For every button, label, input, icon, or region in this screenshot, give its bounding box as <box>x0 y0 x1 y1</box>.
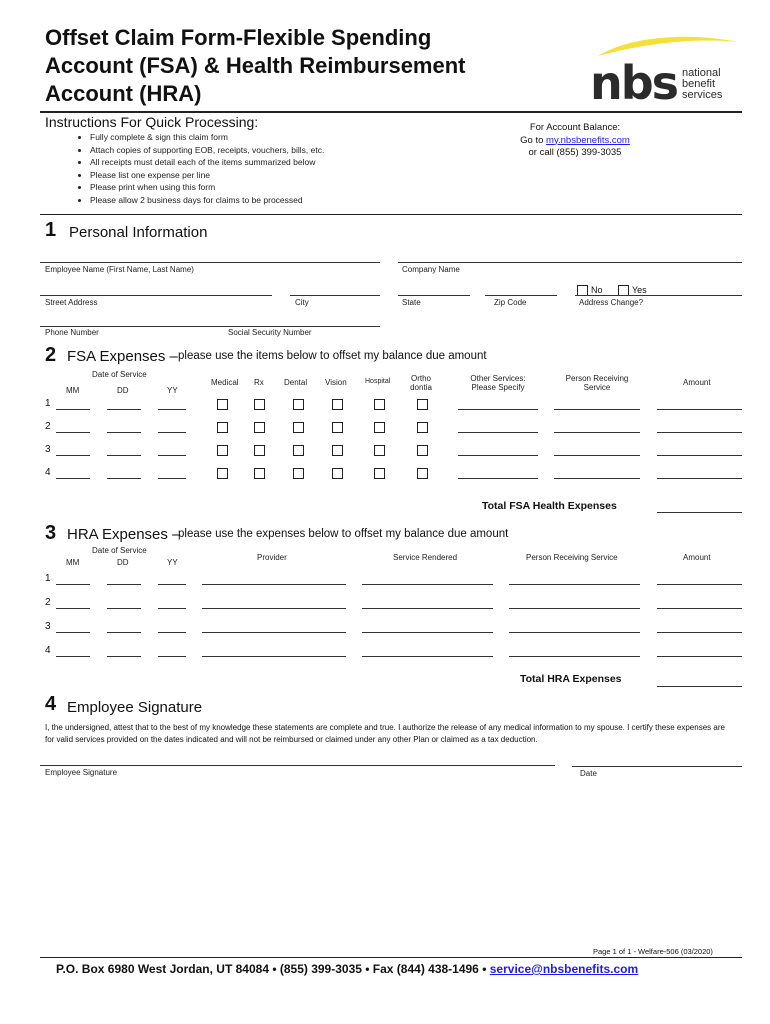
person-receiving-field[interactable] <box>509 608 640 609</box>
person-receiving-label: Person Receiving Service <box>565 374 629 392</box>
header-divider <box>40 111 742 113</box>
list-item: • All receipts must detail each of the items summarized below <box>90 156 510 169</box>
yy-label: YY <box>167 558 178 567</box>
dd-field[interactable] <box>107 608 141 609</box>
mm-label: MM <box>66 558 80 567</box>
yy-field[interactable] <box>158 608 186 609</box>
yy-field[interactable] <box>158 455 186 456</box>
date-of-service-label: Date of Service <box>92 546 147 555</box>
amount-field[interactable] <box>657 409 742 410</box>
state-field[interactable] <box>398 295 470 296</box>
zip-code-field[interactable] <box>485 295 557 296</box>
ssn-field[interactable] <box>225 326 380 327</box>
yy-field[interactable] <box>158 632 186 633</box>
section-number: 4 <box>45 693 57 715</box>
dental-label: Dental <box>284 378 308 387</box>
date-label: Date <box>580 769 597 778</box>
footer-divider <box>40 957 742 958</box>
expense-type-checkbox[interactable] <box>332 468 343 479</box>
list-item: • Fully complete & sign this claim form <box>90 131 510 144</box>
provider-field[interactable] <box>202 608 346 609</box>
account-balance-box <box>490 122 660 160</box>
amount-field[interactable] <box>657 455 742 456</box>
orthodontia-label: Ortho dontia <box>410 374 432 392</box>
expense-type-checkbox[interactable] <box>417 445 428 456</box>
other-services-label: Other Services: Please Specify <box>470 374 526 392</box>
state-label: State <box>402 298 421 307</box>
section-number: 1 <box>45 219 57 241</box>
phone-number-field[interactable] <box>40 326 232 327</box>
date-of-service-label: Date of Service <box>92 370 147 379</box>
section-title: Personal Information <box>69 224 208 241</box>
expense-type-checkbox[interactable] <box>332 399 343 410</box>
dd-field[interactable] <box>107 478 141 479</box>
expense-type-checkbox[interactable] <box>417 468 428 479</box>
expense-type-checkbox[interactable] <box>332 445 343 456</box>
balance-goto: Go to my.nbsbenefits.com <box>520 134 630 146</box>
expense-type-checkbox[interactable] <box>417 399 428 410</box>
company-name-field[interactable] <box>398 262 742 263</box>
mm-field[interactable] <box>56 656 90 657</box>
section-title: HRA Expenses – <box>67 526 181 543</box>
dd-field[interactable] <box>107 584 141 585</box>
section-title: FSA Expenses – <box>67 348 178 365</box>
expense-type-checkbox[interactable] <box>254 468 265 479</box>
section-number: 2 <box>45 344 57 366</box>
logo-text: nbs <box>590 56 678 110</box>
yes-label: Yes <box>632 285 647 295</box>
amount-label: Amount <box>683 553 711 562</box>
total-hra-field[interactable] <box>657 686 742 687</box>
other-services-field[interactable] <box>458 409 538 410</box>
date-field[interactable] <box>572 766 742 767</box>
yy-field[interactable] <box>158 478 186 479</box>
expense-type-checkbox[interactable] <box>374 468 385 479</box>
nbs-logo <box>590 34 740 110</box>
logo-subtext: national benefit services <box>682 67 723 101</box>
city-label: City <box>295 298 309 307</box>
row-number: 4 <box>45 645 51 656</box>
zip-code-label: Zip Code <box>494 298 527 307</box>
expense-type-checkbox[interactable] <box>374 445 385 456</box>
person-receiving-field[interactable] <box>509 656 640 657</box>
amount-label: Amount <box>683 378 711 387</box>
address-change-line <box>575 295 742 296</box>
employee-name-label: Employee Name (First Name, Last Name) <box>45 265 194 274</box>
person-receiving-field[interactable] <box>554 478 640 479</box>
person-receiving-field[interactable] <box>509 632 640 633</box>
expense-type-checkbox[interactable] <box>374 399 385 410</box>
page-number: Page 1 of 1 - Welfare-506 (03/2020) <box>593 947 713 956</box>
footer-address: P.O. Box 6980 West Jordan, UT 84084 • (855) 399-3035 • Fax (844) 438-1496 • <box>56 962 487 976</box>
city-field[interactable] <box>290 295 380 296</box>
row-number: 1 <box>45 573 51 584</box>
expense-type-checkbox[interactable] <box>254 399 265 410</box>
medical-label: Medical <box>211 378 239 387</box>
rx-label: Rx <box>254 378 264 387</box>
mm-field[interactable] <box>56 409 90 410</box>
service-rendered-label: Service Rendered <box>393 553 458 562</box>
service-rendered-field[interactable] <box>362 632 493 633</box>
street-address-label: Street Address <box>45 298 98 307</box>
amount-field[interactable] <box>657 608 742 609</box>
yy-field[interactable] <box>158 656 186 657</box>
expense-type-checkbox[interactable] <box>254 422 265 433</box>
instructions-list <box>50 131 510 206</box>
balance-label: For Account Balance: <box>529 122 621 133</box>
provider-label: Provider <box>257 553 287 562</box>
dd-field[interactable] <box>107 632 141 633</box>
form-title: Offset Claim Form-Flexible Spending Account (FSA) & Health Reimbursement Account (HRA) <box>45 25 466 106</box>
section-subtitle: please use the expenses below to offset my balance due amount <box>178 528 509 540</box>
expense-type-checkbox[interactable] <box>217 399 228 410</box>
expense-type-checkbox[interactable] <box>332 422 343 433</box>
provider-field[interactable] <box>202 632 346 633</box>
amount-field[interactable] <box>657 632 742 633</box>
row-number: 1 <box>45 398 51 409</box>
address-change-label: Address Change? <box>579 298 644 307</box>
divider <box>40 214 742 215</box>
vision-label: Vision <box>325 378 347 387</box>
dd-field[interactable] <box>107 432 141 433</box>
expense-type-checkbox[interactable] <box>374 422 385 433</box>
phone-number-label: Phone Number <box>45 328 99 337</box>
row-number: 2 <box>45 597 51 608</box>
provider-field[interactable] <box>202 656 346 657</box>
section-title: Employee Signature <box>67 699 203 716</box>
footer-contact <box>56 962 638 976</box>
ssn-label: Social Security Number <box>228 328 312 337</box>
total-hra-label: Total HRA Expenses <box>520 673 622 685</box>
other-services-field[interactable] <box>458 478 538 479</box>
amount-field[interactable] <box>657 656 742 657</box>
service-rendered-field[interactable] <box>362 608 493 609</box>
yy-field[interactable] <box>158 432 186 433</box>
expense-type-checkbox[interactable] <box>217 468 228 479</box>
hospital-label: Hospital <box>365 378 391 385</box>
yy-field[interactable] <box>158 584 186 585</box>
amount-field[interactable] <box>657 584 742 585</box>
row-number: 3 <box>45 621 51 632</box>
person-receiving-field[interactable] <box>554 432 640 433</box>
dd-field[interactable] <box>107 409 141 410</box>
expense-type-checkbox[interactable] <box>217 445 228 456</box>
yy-field[interactable] <box>158 409 186 410</box>
list-item: • Please allow 2 business days for claims to be processed <box>90 194 510 207</box>
employee-name-field[interactable] <box>40 262 380 263</box>
expense-type-checkbox[interactable] <box>254 445 265 456</box>
expense-type-checkbox[interactable] <box>293 445 304 456</box>
attestation-text: I, the undersigned, attest that to the best of my knowledge these statements are complete and true. I authorize the release of any medical information to my spouse. I certify these expenses are for valid services provided on the dates indicated and will not be reimbursed or claimed under any other Plan or claimed as a tax deduction. <box>45 723 725 744</box>
mm-label: MM <box>66 386 80 395</box>
list-item: • Please print when using this form <box>90 181 510 194</box>
dd-label: DD <box>117 558 129 567</box>
expense-type-checkbox[interactable] <box>293 468 304 479</box>
service-rendered-field[interactable] <box>362 656 493 657</box>
expense-type-checkbox[interactable] <box>417 422 428 433</box>
dd-field[interactable] <box>107 455 141 456</box>
mm-field[interactable] <box>56 455 90 456</box>
other-services-field[interactable] <box>458 432 538 433</box>
no-label: No <box>591 285 603 295</box>
mm-field[interactable] <box>56 478 90 479</box>
employee-signature-label: Employee Signature <box>45 768 118 777</box>
person-receiving-field[interactable] <box>554 455 640 456</box>
total-fsa-label: Total FSA Health Expenses <box>482 500 617 512</box>
balance-call: or call (855) 399-3035 <box>528 147 622 158</box>
expense-type-checkbox[interactable] <box>217 422 228 433</box>
section-number: 3 <box>45 522 57 544</box>
row-number: 4 <box>45 467 51 478</box>
balance-link[interactable]: my.nbsbenefits.com <box>546 134 630 146</box>
instructions-heading: Instructions For Quick Processing: <box>45 114 259 130</box>
mm-field[interactable] <box>56 632 90 633</box>
mm-field[interactable] <box>56 608 90 609</box>
company-name-label: Company Name <box>402 265 460 274</box>
total-fsa-field[interactable] <box>657 512 742 513</box>
list-item: • Attach copies of supporting EOB, receipts, vouchers, bills, etc. <box>90 144 510 157</box>
person-receiving-field[interactable] <box>509 584 640 585</box>
mm-field[interactable] <box>56 584 90 585</box>
mm-field[interactable] <box>56 432 90 433</box>
row-number: 3 <box>45 444 51 455</box>
footer-email-link[interactable]: service@nbsbenefits.com <box>489 962 639 976</box>
street-address-field[interactable] <box>40 295 272 296</box>
expense-type-checkbox[interactable] <box>293 399 304 410</box>
yy-label: YY <box>167 386 178 395</box>
expense-type-checkbox[interactable] <box>293 422 304 433</box>
person-receiving-label: Person Receiving Service <box>526 553 618 562</box>
employee-signature-field[interactable] <box>40 765 555 766</box>
amount-field[interactable] <box>657 432 742 433</box>
amount-field[interactable] <box>657 478 742 479</box>
row-number: 2 <box>45 421 51 432</box>
service-rendered-field[interactable] <box>362 584 493 585</box>
person-receiving-field[interactable] <box>554 409 640 410</box>
list-item: • Please list one expense per line <box>90 169 510 182</box>
dd-label: DD <box>117 386 129 395</box>
other-services-field[interactable] <box>458 455 538 456</box>
dd-field[interactable] <box>107 656 141 657</box>
section-subtitle: please use the items below to offset my balance due amount <box>178 350 487 362</box>
provider-field[interactable] <box>202 584 346 585</box>
